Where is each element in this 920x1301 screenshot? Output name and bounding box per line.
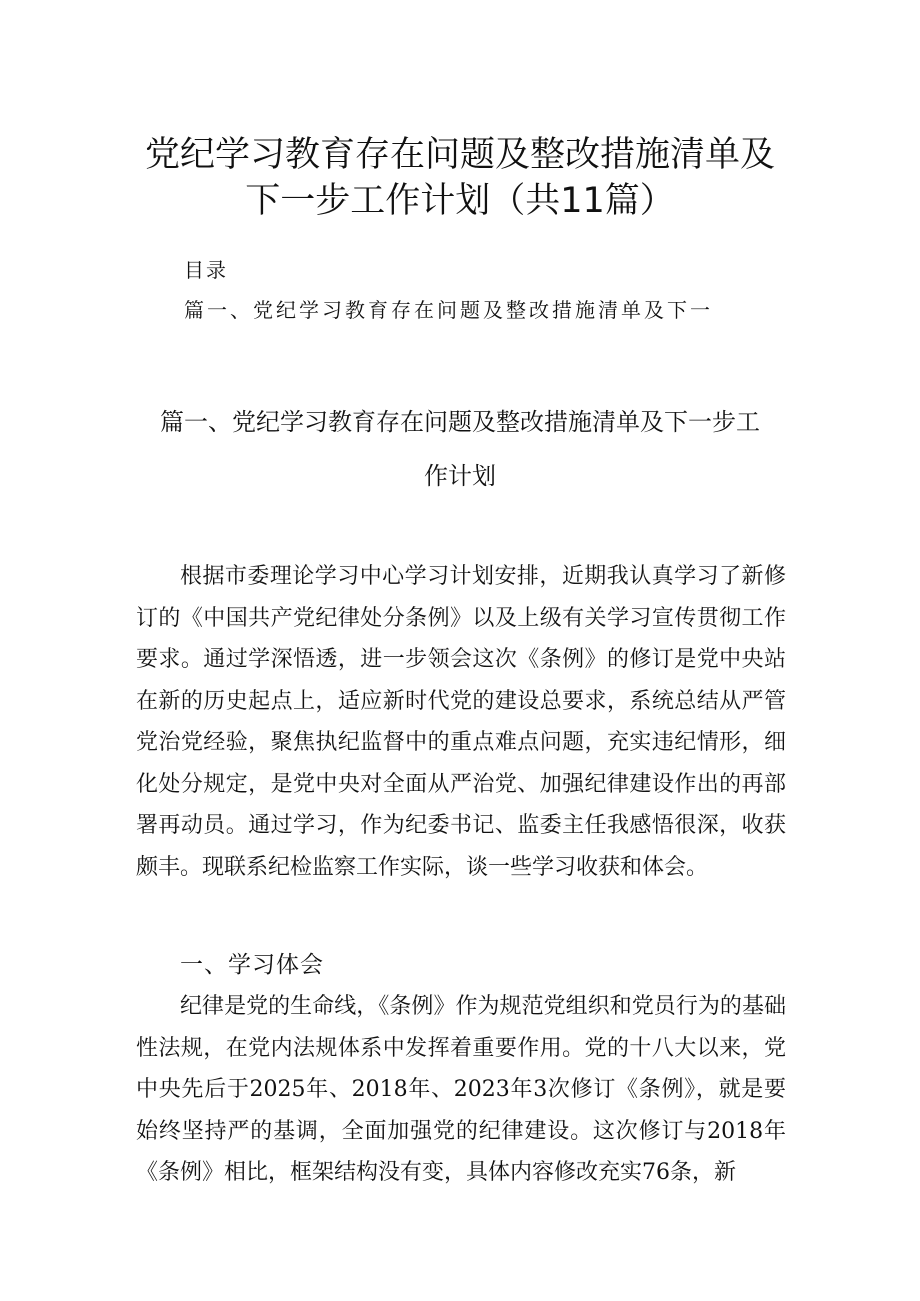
document-title-line-1: 党纪学习教育存在问题及整改措施清单及 bbox=[144, 135, 775, 175]
section-title-line-2: 作计划 bbox=[424, 462, 496, 490]
section-title-line-1: 篇一、党纪学习教育存在问题及整改措施清单及下一步工 bbox=[160, 408, 760, 436]
document-title-line-2: 下一步工作计划（共11篇） bbox=[245, 181, 675, 221]
section-heading-learning: 一、学习体会 bbox=[180, 952, 324, 978]
body-paragraph-discipline: 纪律是党的生命线，《条例》作为规范党组织和党员行为的基础性法规，在党内法规体系中发挥着重要作用。党的十八大以来，党中央先后于2025年、2018年、2023年3次修订《条例》，就是要始终坚持严的基调，全面加强党的纪律建设。这次修订与2018年《条例》相比，框架结构没有变，具体内容修改充实76条，新 bbox=[136, 994, 786, 1185]
toc-label: 目录 bbox=[184, 258, 228, 282]
toc-item[interactable]: 篇一、党纪学习教育存在问题及整改措施清单及下一 bbox=[184, 298, 713, 322]
body-paragraph-intro: 根据市委理论学习中心学习计划安排，近期我认真学习了新修订的《中国共产党纪律处分条例》以及上级有关学习宣传贯彻工作要求。通过学深悟透，进一步领会这次《条例》的修订是党中央站在新的历史起点上，适应新时代党的建设总要求，系统总结从严管党治党经验，聚焦执纪监督中的重点难点问题，充实违纪情形，细化处分规定，是党中央对全面从严治党、加强纪律建设作出的再部署再动员。通过学习，作为纪委书记、监委主任我感悟很深，收获颇丰。现联系纪检监察工作实际，谈一些学习收获和体会。 bbox=[136, 564, 786, 880]
